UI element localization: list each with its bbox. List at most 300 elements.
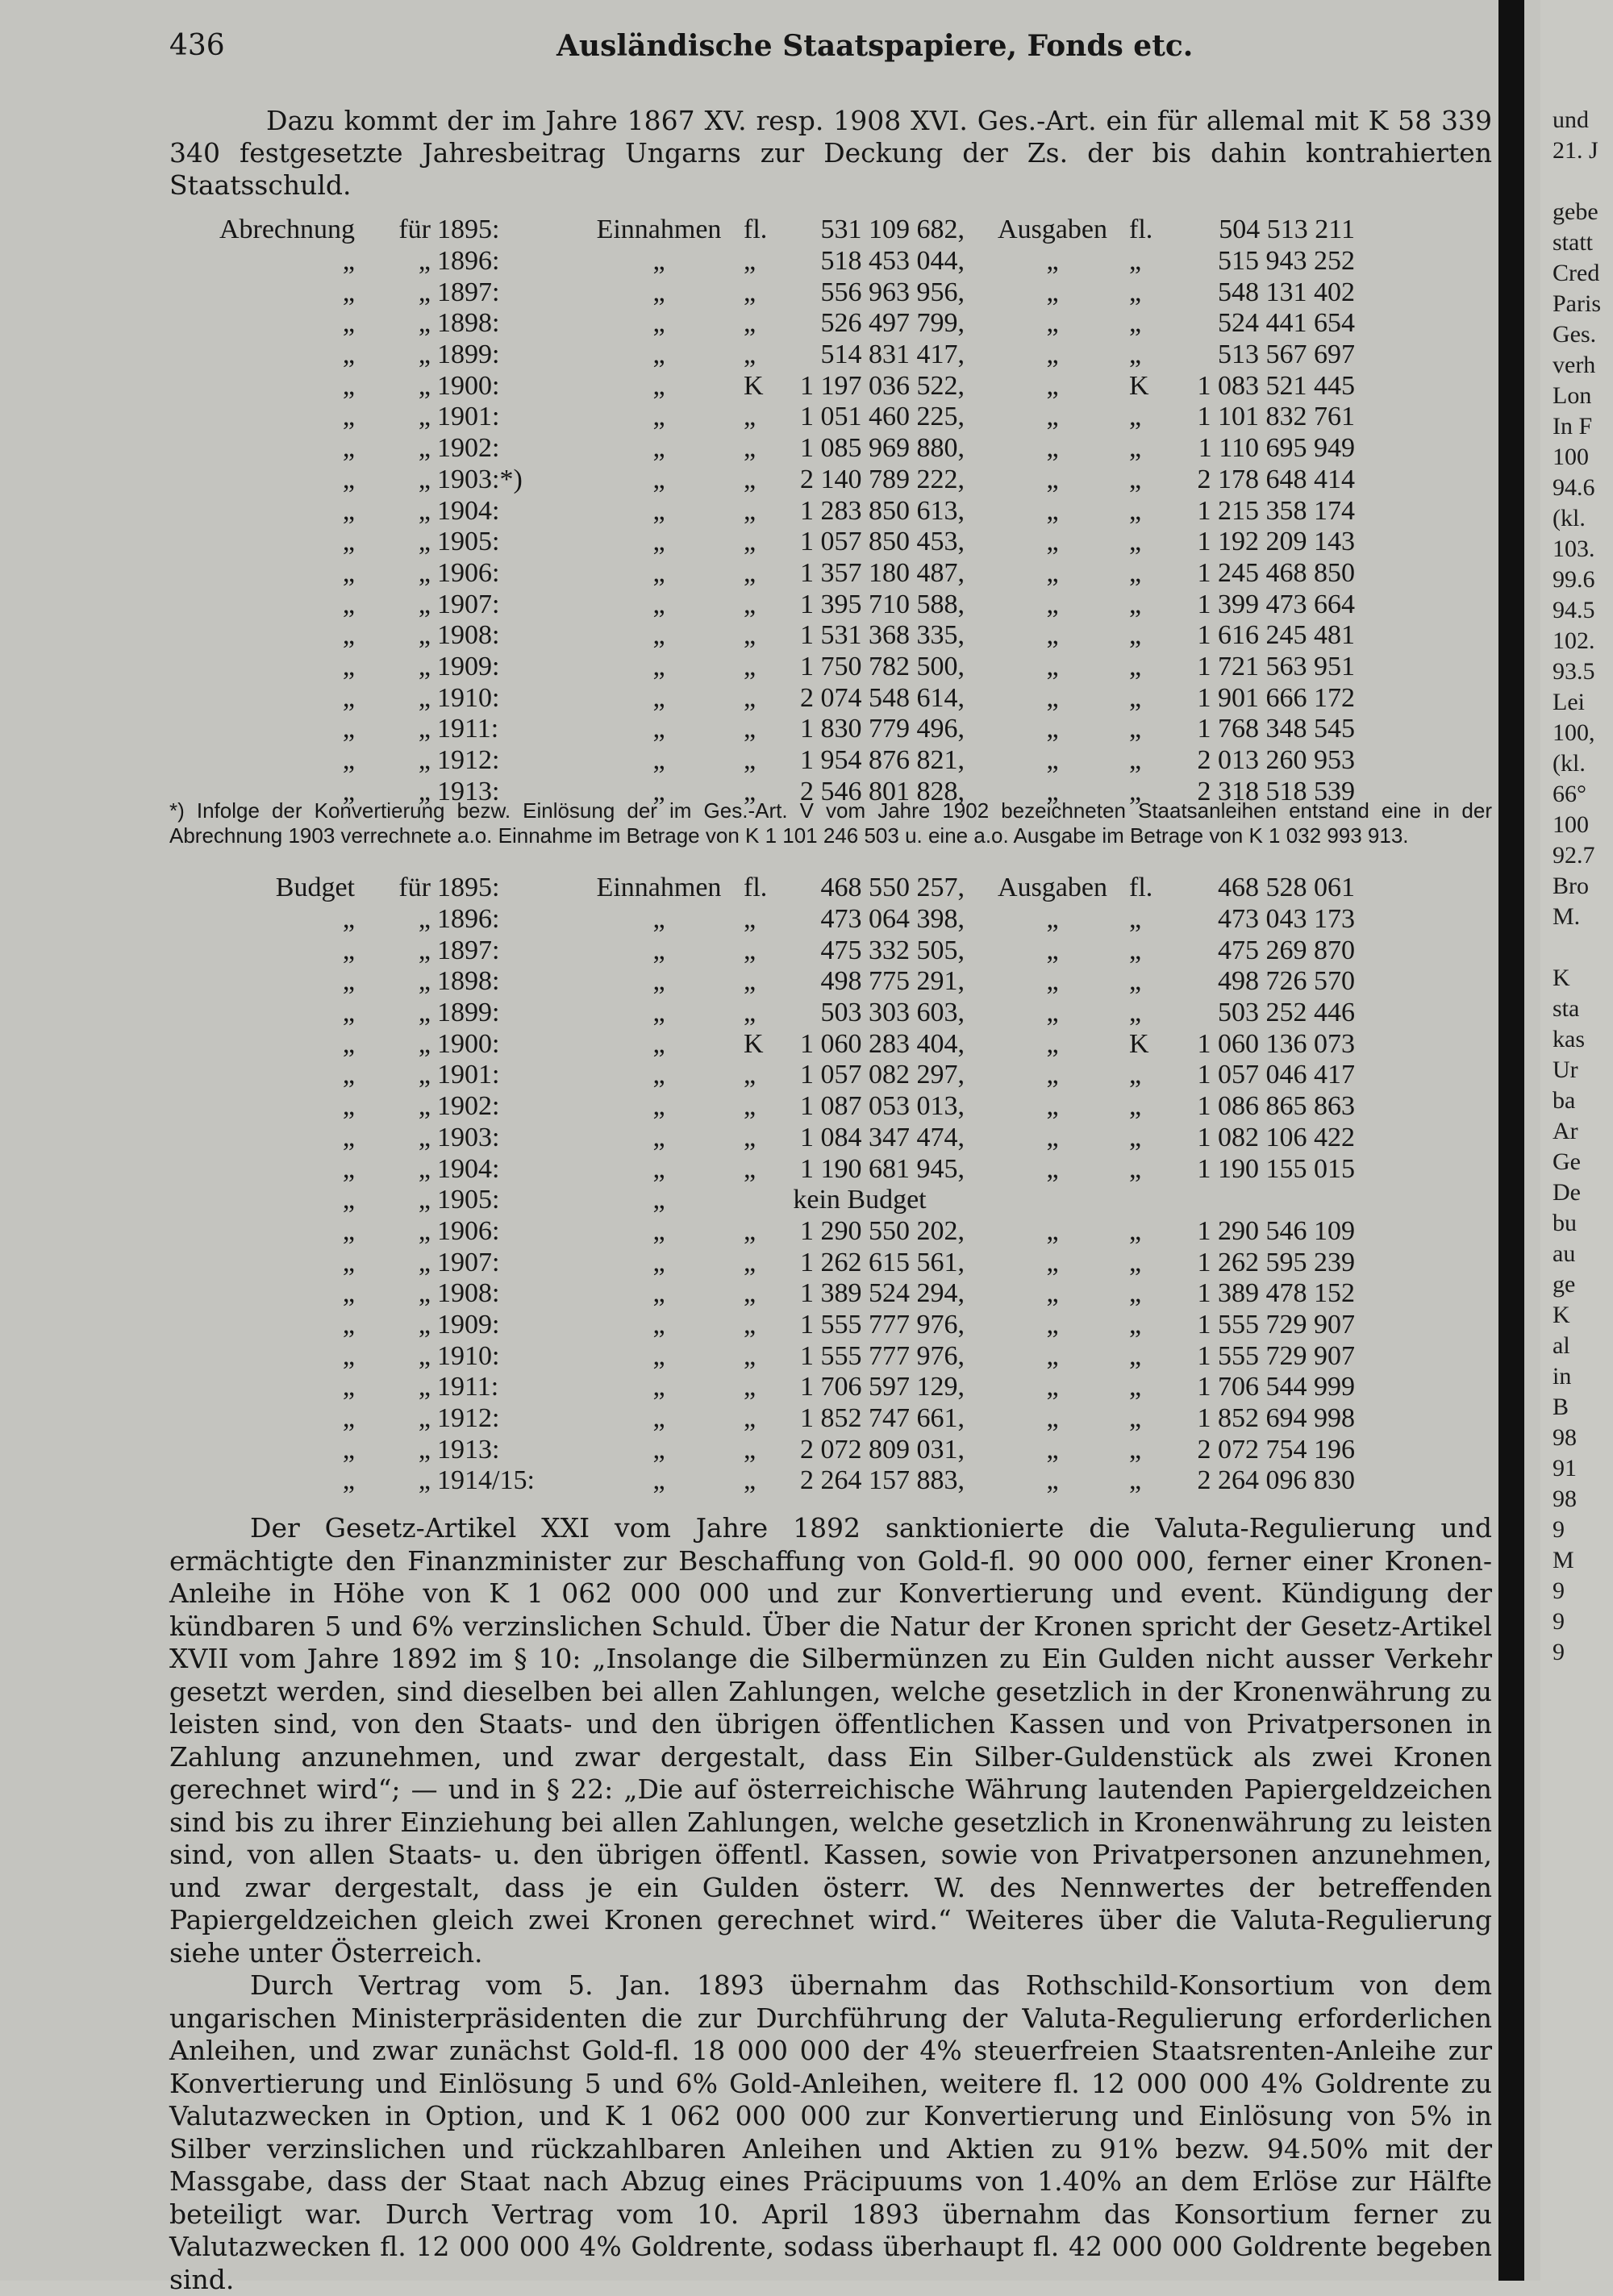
einnahmen-header: „ (652, 589, 665, 619)
ausgaben-unit: „ (1129, 1403, 1142, 1434)
spacer (965, 527, 976, 558)
ausgaben-value: 515 943 252 (1218, 246, 1355, 277)
einnahmen-value: 468 550 257, (820, 873, 965, 903)
body-paragraph-2: Durch Vertrag vom 5. Jan. 1893 übernahm das Rothschild-Konsortium von dem ungarischen Ministerpräsidenten die zur Durchführung der Valuta-Regulierung erforderlichen Anleihen, und zwar zunächst Gold-fl. 18 000 000 der 4% steuerfreien Staatsrenten-Anleihe zur Konvertierung und Einlösung 5 und 6% Gold-Anleihen, weitere fl. 12 000 000 4% Goldrente zu Valutazwecken in Option, und K 1 062 000 000 zur Konvertierung und Einlösung von 5% in Silber verzinslichen und rückzahlbaren Anleihen und Aktien zu 91% bezw. 94.50% mit der Massgabe, dass der Staat nach Abzug eines Präcipuums von 1.40% an dem Erlöse zur Hälfte beteiligt war. Durch Vertrag vom 10. April 1893 übernahm das Konsortium ferner zu Valutazwecken fl. 12 000 000 4% Goldrente, sodass überhaupt fl. 42 000 000 Goldrente begeben sind. (169, 1969, 1492, 2295)
ausgaben-value: 1 057 046 417 (1197, 1060, 1355, 1090)
einnahmen-unit: „ (744, 1309, 756, 1340)
ausgaben-unit: „ (1129, 651, 1142, 681)
ausgaben-header: „ (1046, 277, 1059, 307)
row-label: „ (342, 1122, 355, 1152)
ausgaben-unit: „ (1129, 1278, 1142, 1309)
einnahmen-header: „ (652, 935, 665, 965)
einnahmen-header: „ (652, 1403, 665, 1434)
row-fuer: „ (418, 1465, 431, 1496)
adjacent-page-fragment: Ar (1553, 1118, 1578, 1144)
row-fuer: „ (418, 464, 431, 494)
einnahmen-value: 1 283 850 613, (800, 495, 965, 526)
ausgaben-value: 1 215 358 174 (1197, 495, 1355, 526)
adjacent-page-fragment: 94.6 (1553, 474, 1595, 501)
ausgaben-unit: K (1129, 1028, 1149, 1059)
ausgaben-header (976, 1185, 1129, 1216)
ausgaben-header: „ (1046, 1247, 1059, 1277)
spacer (965, 402, 976, 433)
spacer (965, 1091, 976, 1123)
row-fuer: „ (418, 557, 431, 588)
row-year: 1906: (437, 557, 500, 588)
row-label: „ (342, 651, 355, 681)
ausgaben-unit: „ (1129, 1309, 1142, 1340)
budget-row (169, 935, 1355, 966)
abrechnung-row (169, 308, 1355, 340)
adjacent-page-fragment: 91 (1553, 1455, 1577, 1481)
spacer (965, 277, 976, 308)
adjacent-page-fragment: 21. J (1553, 137, 1598, 164)
einnahmen-header: „ (652, 1091, 665, 1122)
ausgaben-unit (1129, 1185, 1177, 1216)
adjacent-page-fragment-column (1553, 105, 1613, 2281)
row-year: 1896: (437, 904, 500, 935)
abrechnung-row (169, 465, 1355, 496)
adjacent-page-fragment: ba (1553, 1087, 1576, 1114)
row-label: „ (342, 1372, 355, 1402)
einnahmen-unit: K (744, 1028, 764, 1059)
ausgaben-value: 1 083 521 445 (1197, 370, 1355, 401)
row-label: „ (342, 495, 355, 526)
row-label: „ (342, 745, 355, 776)
adjacent-page-fragment: 98 (1553, 1424, 1577, 1451)
spacer (965, 1434, 976, 1465)
einnahmen-value: 1 750 782 500, (800, 651, 965, 681)
row-label: „ (342, 527, 355, 557)
adjacent-page-fragment: 100 (1553, 811, 1589, 838)
adjacent-page-fragment: 66° (1553, 781, 1586, 807)
ausgaben-unit: „ (1129, 1153, 1142, 1184)
einnahmen-unit: fl. (744, 215, 768, 245)
einnahmen-value: 1 060 283 404, (800, 1028, 965, 1059)
adjacent-page-fragment: 99.6 (1553, 566, 1595, 593)
budget-table (169, 873, 1355, 1497)
einnahmen-value: 514 831 417, (820, 340, 965, 370)
abrechnung-row (169, 589, 1355, 620)
adjacent-page-fragment: M (1553, 1547, 1574, 1573)
row-label: „ (342, 935, 355, 965)
row-label: „ (342, 620, 355, 651)
adjacent-page-fragment: Lei (1553, 689, 1585, 715)
abrechnung-row (169, 340, 1355, 371)
einnahmen-header: „ (652, 1465, 665, 1496)
row-label: „ (342, 1278, 355, 1309)
abrechnung-row (169, 433, 1355, 465)
row-fuer: „ (418, 904, 431, 935)
einnahmen-value: 1 531 368 335, (800, 620, 965, 651)
abrechnung-row (169, 714, 1355, 745)
adjacent-page-fragment: Cred (1553, 260, 1600, 286)
budget-row (169, 1340, 1355, 1372)
ausgaben-header: „ (1046, 776, 1059, 806)
budget-row (169, 1372, 1355, 1403)
spacer (965, 1310, 976, 1341)
ausgaben-value: 1 190 155 015 (1197, 1153, 1355, 1184)
row-year: 1909: (437, 651, 500, 681)
ausgaben-header: „ (1046, 620, 1059, 651)
ausgaben-header: „ (1046, 557, 1059, 588)
row-label: „ (342, 1215, 355, 1246)
spacer (965, 998, 976, 1029)
ausgaben-value: 504 513 211 (1219, 215, 1355, 245)
running-title: Ausländische Staatspapiere, Fonds etc. (556, 29, 1194, 63)
einnahmen-unit: „ (744, 308, 756, 339)
row-label: „ (342, 433, 355, 464)
einnahmen-value: 1 555 777 976, (800, 1309, 965, 1340)
budget-row (169, 1091, 1355, 1123)
einnahmen-header: „ (652, 1215, 665, 1246)
einnahmen-header: „ (652, 966, 665, 997)
einnahmen-value: 1 051 460 225, (800, 402, 965, 432)
einnahmen-value: 1 087 053 013, (800, 1091, 965, 1122)
einnahmen-value: 1 830 779 496, (800, 714, 965, 744)
adjacent-page-fragment: verh (1553, 352, 1596, 378)
ausgaben-value: 475 269 870 (1218, 935, 1355, 965)
einnahmen-header: „ (652, 246, 665, 277)
einnahmen-header: „ (652, 557, 665, 588)
einnahmen-header: „ (652, 527, 665, 557)
row-label: „ (342, 1247, 355, 1277)
einnahmen-unit: „ (744, 340, 756, 370)
ausgaben-header: „ (1046, 651, 1059, 681)
budget-row (169, 1278, 1355, 1310)
ausgaben-unit: „ (1129, 1122, 1142, 1152)
ausgaben-header: Ausgaben (998, 873, 1107, 903)
spacer (965, 1123, 976, 1154)
einnahmen-unit: „ (744, 527, 756, 557)
einnahmen-header: „ (652, 1278, 665, 1309)
spacer (965, 558, 976, 590)
row-year: 1898: (437, 308, 500, 339)
adjacent-page-fragment: Paris (1553, 290, 1601, 317)
einnahmen-header: „ (652, 1309, 665, 1340)
budget-row (169, 1153, 1355, 1185)
ausgaben-value: 1 399 473 664 (1197, 589, 1355, 619)
ausgaben-unit: „ (1129, 308, 1142, 339)
page-header (169, 29, 1492, 69)
einnahmen-header: „ (652, 904, 665, 935)
ausgaben-value: 1 555 729 907 (1197, 1340, 1355, 1371)
ausgaben-unit: „ (1129, 340, 1142, 370)
budget-row (169, 1028, 1355, 1060)
row-label: „ (342, 1434, 355, 1465)
ausgaben-value: 1 721 563 951 (1197, 651, 1355, 681)
ausgaben-unit: „ (1129, 776, 1142, 806)
ausgaben-unit: „ (1129, 714, 1142, 744)
row-label: „ (342, 966, 355, 997)
ausgaben-unit: K (1129, 370, 1149, 401)
spacer (965, 1060, 976, 1091)
adjacent-page-fragment: B (1553, 1394, 1569, 1420)
adjacent-page-fragment: 98 (1553, 1486, 1577, 1512)
einnahmen-value: 1 852 747 661, (800, 1403, 965, 1434)
budget-row (169, 966, 1355, 998)
spacer (965, 370, 976, 402)
spacer (965, 1216, 976, 1248)
row-fuer: „ (418, 935, 431, 965)
row-label: „ (342, 776, 355, 806)
einnahmen-value: 1 262 615 561, (800, 1247, 965, 1277)
einnahmen-value: 1 555 777 976, (800, 1340, 965, 1371)
einnahmen-header: „ (652, 714, 665, 744)
row-fuer: „ (418, 246, 431, 277)
einnahmen-value: 1 085 969 880, (800, 433, 965, 464)
row-fuer: „ (418, 1028, 431, 1059)
einnahmen-header: „ (652, 277, 665, 307)
ausgaben-value: 1 389 478 152 (1197, 1278, 1355, 1309)
spacer (965, 652, 976, 683)
row-year: 1906: (437, 1215, 500, 1246)
row-year: 1909: (437, 1309, 500, 1340)
ausgaben-value: 1 060 136 073 (1197, 1028, 1355, 1059)
adjacent-page-fragment: Bro (1553, 873, 1589, 899)
ausgaben-header: „ (1046, 998, 1059, 1028)
body-text (169, 1512, 1492, 2296)
einnahmen-unit: „ (744, 589, 756, 619)
adjacent-page-fragment: 9 (1553, 1608, 1565, 1635)
ausgaben-value: 524 441 654 (1218, 308, 1355, 339)
row-year: 1910: (437, 1340, 500, 1371)
budget-row (169, 1310, 1355, 1341)
row-fuer: „ (418, 1122, 431, 1152)
ausgaben-header: Ausgaben (998, 215, 1107, 245)
adjacent-page-fragment: Ur (1553, 1056, 1578, 1083)
spacer (965, 1247, 976, 1278)
einnahmen-header: „ (652, 340, 665, 370)
ausgaben-value: 1 852 694 998 (1197, 1403, 1355, 1434)
einnahmen-unit: „ (744, 620, 756, 651)
einnahmen-value: 1 290 550 202, (800, 1215, 965, 1246)
ausgaben-unit: „ (1129, 966, 1142, 997)
einnahmen-header: „ (652, 402, 665, 432)
ausgaben-value: 1 901 666 172 (1197, 682, 1355, 713)
einnahmen-unit: „ (744, 1434, 756, 1465)
adjacent-page-fragment: (kl. (1553, 505, 1586, 531)
ausgaben-value: 2 072 754 196 (1197, 1434, 1355, 1465)
einnahmen-header: Einnahmen (596, 215, 722, 245)
ausgaben-unit: „ (1129, 557, 1142, 588)
einnahmen-header: „ (652, 1153, 665, 1184)
row-fuer: „ (418, 1060, 431, 1090)
abrechnung-row (169, 558, 1355, 590)
row-year: 1900: (437, 370, 500, 401)
spacer (965, 340, 976, 371)
ausgaben-header: „ (1046, 308, 1059, 339)
einnahmen-header: „ (652, 651, 665, 681)
row-fuer: „ (418, 620, 431, 651)
ausgaben-header: „ (1046, 745, 1059, 776)
adjacent-page-fragment: ge (1553, 1271, 1576, 1298)
ausgaben-header: „ (1046, 433, 1059, 464)
einnahmen-header: „ (652, 433, 665, 464)
row-year: 1902: (437, 1091, 500, 1122)
ausgaben-unit: „ (1129, 1215, 1142, 1246)
row-label: „ (342, 1465, 355, 1496)
row-label: „ (342, 1340, 355, 1371)
budget-row (169, 873, 1355, 904)
spacer (965, 935, 976, 966)
adjacent-page-fragment: K (1553, 1302, 1570, 1328)
einnahmen-value: 1 190 681 945, (800, 1153, 965, 1184)
ausgaben-value: 498 726 570 (1218, 966, 1355, 997)
ausgaben-unit: „ (1129, 402, 1142, 432)
spacer (965, 495, 976, 527)
einnahmen-unit: K (744, 370, 764, 401)
adjacent-page-fragment: 103. (1553, 535, 1595, 562)
spacer (965, 620, 976, 652)
einnahmen-unit: „ (744, 433, 756, 464)
ausgaben-value: 1 290 546 109 (1197, 1215, 1355, 1246)
spacer (965, 682, 976, 714)
adjacent-page-fragment: Lon (1553, 382, 1592, 409)
row-fuer: „ (418, 1309, 431, 1340)
einnahmen-header: „ (652, 1247, 665, 1277)
ausgaben-unit: „ (1129, 277, 1142, 307)
ausgaben-header: „ (1046, 935, 1059, 965)
ausgaben-unit: „ (1129, 1340, 1142, 1371)
ausgaben-header: „ (1046, 1403, 1059, 1434)
abrechnung-row (169, 370, 1355, 402)
row-year: 1907: (437, 1247, 500, 1277)
ausgaben-value: 513 567 697 (1218, 340, 1355, 370)
row-fuer: „ (418, 1403, 431, 1434)
abrechnung-row (169, 745, 1355, 777)
ausgaben-value: 2 318 518 539 (1197, 776, 1355, 806)
budget-row (169, 1247, 1355, 1278)
row-fuer: für (398, 215, 431, 245)
ausgaben-unit: „ (1129, 904, 1142, 935)
einnahmen-header: „ (652, 1340, 665, 1371)
row-year: 1899: (437, 998, 500, 1028)
adjacent-page-fragment: kas (1553, 1026, 1585, 1052)
row-year: 1896: (437, 246, 500, 277)
budget-row (169, 998, 1355, 1029)
ausgaben-header: „ (1046, 527, 1059, 557)
adjacent-page-fragment: 94.5 (1553, 597, 1595, 623)
row-fuer: „ (418, 745, 431, 776)
einnahmen-value: 556 963 956, (820, 277, 965, 307)
abrechnung-row (169, 527, 1355, 558)
spacer (965, 1465, 976, 1497)
einnahmen-header: „ (652, 620, 665, 651)
einnahmen-header: „ (652, 1372, 665, 1402)
ausgaben-value: 1 555 729 907 (1197, 1309, 1355, 1340)
row-fuer: „ (418, 682, 431, 713)
row-label: „ (342, 589, 355, 619)
row-fuer: „ (418, 1247, 431, 1277)
einnahmen-unit: „ (744, 495, 756, 526)
row-fuer: „ (418, 402, 431, 432)
adjacent-page-fragment: al (1553, 1332, 1570, 1359)
ausgaben-unit: „ (1129, 745, 1142, 776)
row-year: 1913: (437, 1434, 500, 1465)
spacer (965, 966, 976, 998)
intro-paragraph: Dazu kommt der im Jahre 1867 XV. resp. 1908 XVI. Ges.-Art. ein für allemal mit K 58 339 340 festgesetzte Jahresbeitrag Ungarns zur Deckung der Zs. der bis dahin kontrahierten Staatsschuld. (169, 105, 1492, 201)
row-year: 1912: (437, 745, 500, 776)
intro-paragraph-block (169, 105, 1492, 202)
ausgaben-header: „ (1046, 370, 1059, 401)
spacer (965, 1372, 976, 1403)
einnahmen-value: 1 395 710 588, (800, 589, 965, 619)
adjacent-page-fragment (1553, 932, 1613, 963)
row-fuer: für (398, 873, 431, 903)
row-fuer: „ (418, 370, 431, 401)
budget-row (169, 904, 1355, 935)
budget-row (169, 1060, 1355, 1091)
einnahmen-value: 1 057 850 453, (800, 527, 965, 557)
row-label: „ (342, 682, 355, 713)
row-fuer: „ (418, 589, 431, 619)
row-year: 1901: (437, 1060, 500, 1090)
row-year: 1903:*) (437, 464, 523, 494)
ausgaben-header: „ (1046, 340, 1059, 370)
einnahmen-value: 1 057 082 297, (800, 1060, 965, 1090)
row-year: 1914/15: (437, 1465, 535, 1496)
abrechnung-row (169, 215, 1355, 246)
ausgaben-header: „ (1046, 966, 1059, 997)
ausgaben-value: 468 528 061 (1218, 873, 1355, 903)
row-fuer: „ (418, 714, 431, 744)
row-label: „ (342, 714, 355, 744)
einnahmen-unit: „ (744, 1340, 756, 1371)
ausgaben-value: 1 101 832 761 (1197, 402, 1355, 432)
ausgaben-header: „ (1046, 589, 1059, 619)
ausgaben-value: 473 043 173 (1218, 904, 1355, 935)
ausgaben-unit: „ (1129, 1465, 1142, 1496)
einnahmen-unit: „ (744, 714, 756, 744)
row-label: „ (342, 904, 355, 935)
row-label: „ (342, 1028, 355, 1059)
page-number: 436 (169, 29, 225, 62)
row-year: 1902: (437, 433, 500, 464)
adjacent-page-fragment: und (1553, 106, 1589, 133)
row-label: „ (342, 1060, 355, 1090)
ausgaben-header: „ (1046, 682, 1059, 713)
ausgaben-unit: „ (1129, 246, 1142, 277)
ausgaben-value: 2 178 648 414 (1197, 464, 1355, 494)
ausgaben-header: „ (1046, 1028, 1059, 1059)
row-label: „ (342, 557, 355, 588)
row-fuer: „ (418, 308, 431, 339)
einnahmen-unit: „ (744, 1122, 756, 1152)
einnahmen-value: 473 064 398, (820, 904, 965, 935)
ausgaben-header: „ (1046, 1340, 1059, 1371)
einnahmen-header: „ (652, 370, 665, 401)
row-fuer: „ (418, 1215, 431, 1246)
einnahmen-header: „ (652, 495, 665, 526)
adjacent-page-fragment: In F (1553, 413, 1593, 440)
einnahmen-unit: „ (744, 776, 756, 806)
einnahmen-value: 2 264 157 883, (800, 1465, 965, 1496)
row-label: „ (342, 1091, 355, 1122)
einnahmen-header: „ (652, 682, 665, 713)
spacer (965, 714, 976, 745)
einnahmen-unit: „ (744, 966, 756, 997)
row-fuer: „ (418, 1372, 431, 1402)
row-year: 1911: (437, 1372, 499, 1402)
spacer (965, 873, 976, 904)
row-year: 1911: (437, 714, 499, 744)
spacer (965, 589, 976, 620)
row-fuer: „ (418, 527, 431, 557)
ausgaben-unit: „ (1129, 464, 1142, 494)
adjacent-page-fragment: (kl. (1553, 750, 1586, 777)
einnahmen-header: „ (652, 308, 665, 339)
